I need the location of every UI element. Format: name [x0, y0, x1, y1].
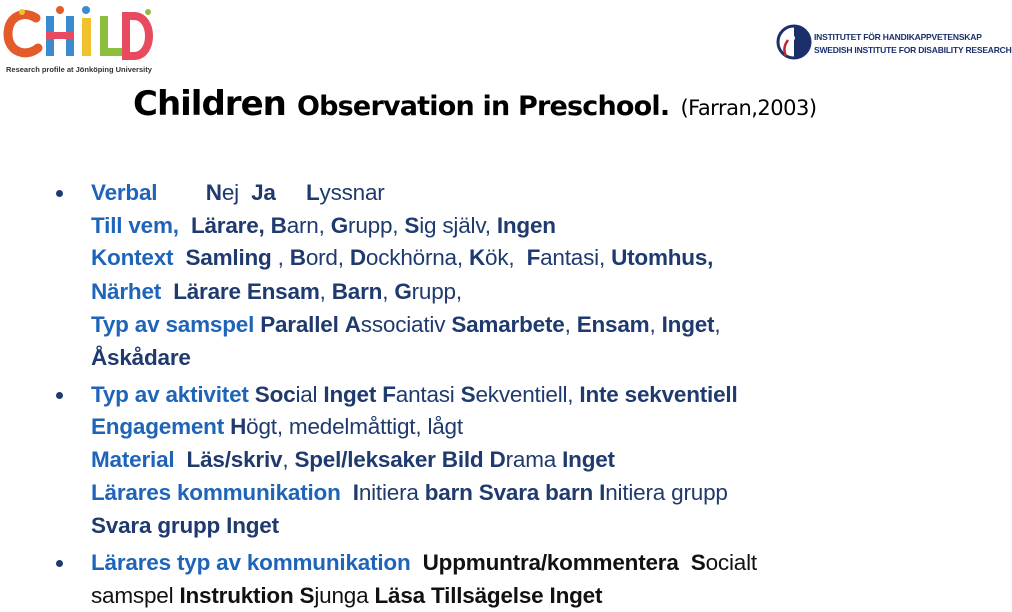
title-part-citation: (Farran,2003)	[680, 96, 817, 120]
line-segment: ärare,	[204, 213, 271, 238]
bullet-icon	[56, 190, 63, 197]
line-segment: D	[349, 245, 366, 270]
line-segment: rupp,	[411, 279, 462, 304]
line-segment: L	[190, 213, 205, 238]
line-segment: ig själv,	[419, 213, 497, 238]
text-line	[91, 178, 385, 208]
line-segment: Inget	[323, 382, 377, 407]
line-segment	[157, 180, 205, 205]
line-segment: yssnar	[319, 180, 385, 205]
line-segment: antasi	[395, 382, 461, 407]
line-segment: D	[489, 447, 506, 472]
line-segment: arn,	[286, 213, 331, 238]
line-segment: L	[305, 180, 320, 205]
line-segment: Spel/leksaker	[294, 447, 436, 472]
line-segment	[276, 180, 306, 205]
line-segment: Uppmuntra/kommentera	[422, 550, 679, 575]
line-segment: Instruktion	[179, 583, 294, 608]
line-segment: S	[460, 382, 476, 407]
line-segment: Tillsägelse	[431, 583, 544, 608]
line-segment: Läsa	[374, 583, 425, 608]
line-segment: ej	[221, 180, 252, 205]
line-segment: S	[690, 550, 706, 575]
text-line	[91, 412, 463, 442]
line-segment: Åskådare	[91, 345, 191, 370]
line-segment: ögt, medelmåttigt, lågt	[246, 414, 463, 439]
title-part-observation: Observation in Preschool.	[296, 91, 670, 122]
text-line	[91, 511, 279, 541]
line-segment: nitiera	[358, 480, 425, 505]
line-segment: antasi,	[540, 245, 612, 270]
logo-subtitle: Research profile at Jönköping University	[6, 65, 152, 74]
line-keyword: Kontext	[91, 245, 174, 270]
line-keyword: Verbal	[91, 180, 158, 205]
line-segment	[173, 245, 185, 270]
line-segment: Utomhus,	[611, 245, 714, 270]
line-segment: S	[404, 213, 420, 238]
line-keyword: Lärares typ av kommunikation	[91, 550, 411, 575]
line-segment: ,	[382, 279, 395, 304]
line-segment: nitiera grupp	[605, 480, 728, 505]
text-line	[91, 548, 757, 578]
line-segment: F	[526, 245, 541, 270]
line-segment	[679, 550, 691, 575]
line-segment: H	[230, 414, 247, 439]
institute-name-en: SWEDISH INSTITUTE FOR DISABILITY RESEARCH	[814, 45, 1012, 55]
institute-logo	[776, 20, 1012, 72]
text-line	[91, 380, 738, 410]
text-line	[91, 343, 191, 373]
line-segment: Inget	[549, 583, 603, 608]
slide-title	[133, 84, 817, 124]
line-segment	[411, 550, 423, 575]
line-segment: Inget	[562, 447, 615, 472]
line-segment: ,	[714, 312, 721, 337]
child-logo	[2, 0, 162, 82]
line-segment	[161, 279, 173, 304]
line-segment	[179, 213, 191, 238]
line-segment: ial	[295, 382, 324, 407]
line-segment: Ensam	[576, 312, 650, 337]
text-line	[91, 310, 720, 340]
text-line	[91, 211, 556, 241]
line-segment: ,	[271, 245, 290, 270]
line-segment: K	[468, 245, 486, 270]
line-keyword: Närhet	[91, 279, 162, 304]
line-segment: Svara barn	[478, 480, 594, 505]
line-segment: Bild	[441, 447, 484, 472]
line-segment: ssociativ	[360, 312, 452, 337]
line-segment: Svara grupp Inget	[91, 513, 279, 538]
line-segment: barn	[424, 480, 473, 505]
text-line	[91, 478, 728, 508]
line-segment: ekventiell,	[475, 382, 580, 407]
line-segment: I	[352, 480, 359, 505]
title-part-children: Children	[133, 84, 286, 124]
line-keyword: Typ av aktivitet	[91, 382, 249, 407]
line-keyword: Lärares kommunikation	[91, 480, 341, 505]
line-segment: ,	[649, 312, 662, 337]
institute-name-sv: INSTITUTET FÖR HANDIKAPPVETENSKAP	[814, 32, 982, 42]
line-segment: ,	[282, 447, 295, 472]
line-segment: rupp,	[348, 213, 405, 238]
line-segment: F	[382, 382, 396, 407]
line-segment: ök,	[485, 245, 527, 270]
line-segment: ord,	[305, 245, 350, 270]
line-segment: B	[289, 245, 306, 270]
line-keyword: Engagement	[91, 414, 225, 439]
text-line	[91, 445, 615, 475]
line-keyword: Typ av samspel	[91, 312, 255, 337]
line-segment: ockhörna,	[365, 245, 469, 270]
line-segment: Soc	[254, 382, 296, 407]
line-segment: rama	[505, 447, 563, 472]
line-segment	[174, 447, 186, 472]
line-segment: N	[205, 180, 222, 205]
line-segment: Barn	[331, 279, 383, 304]
text-line	[91, 581, 602, 611]
line-segment: Inget	[661, 312, 715, 337]
line-segment: Samarbete	[451, 312, 565, 337]
line-segment: Läs/skriv	[186, 447, 283, 472]
child-logo-graphic	[2, 0, 162, 66]
line-segment: A	[344, 312, 361, 337]
line-segment	[341, 480, 353, 505]
bullet-icon	[56, 560, 63, 567]
line-segment: ,	[564, 312, 577, 337]
line-segment: samspel	[91, 583, 180, 608]
line-segment: Samling	[185, 245, 272, 270]
line-segment: ocialt	[705, 550, 757, 575]
bullet-icon	[56, 392, 63, 399]
line-segment: I	[496, 213, 503, 238]
line-segment: S	[299, 583, 315, 608]
line-segment: I	[599, 480, 606, 505]
line-segment: G	[394, 279, 412, 304]
line-segment: ,	[319, 279, 332, 304]
line-segment: ngen	[502, 213, 556, 238]
line-segment: junga	[314, 583, 375, 608]
line-segment: Lärare Ensam	[173, 279, 320, 304]
text-line	[91, 277, 462, 307]
line-segment: Parallel	[260, 312, 339, 337]
line-keyword: Till vem,	[91, 213, 179, 238]
line-segment: B	[270, 213, 287, 238]
line-segment: Ja	[251, 180, 276, 205]
line-segment: Inte sekventiell	[579, 382, 738, 407]
line-keyword: Material	[91, 447, 175, 472]
institute-emblem-icon	[776, 22, 812, 62]
line-segment: G	[330, 213, 349, 238]
text-line	[91, 243, 713, 273]
